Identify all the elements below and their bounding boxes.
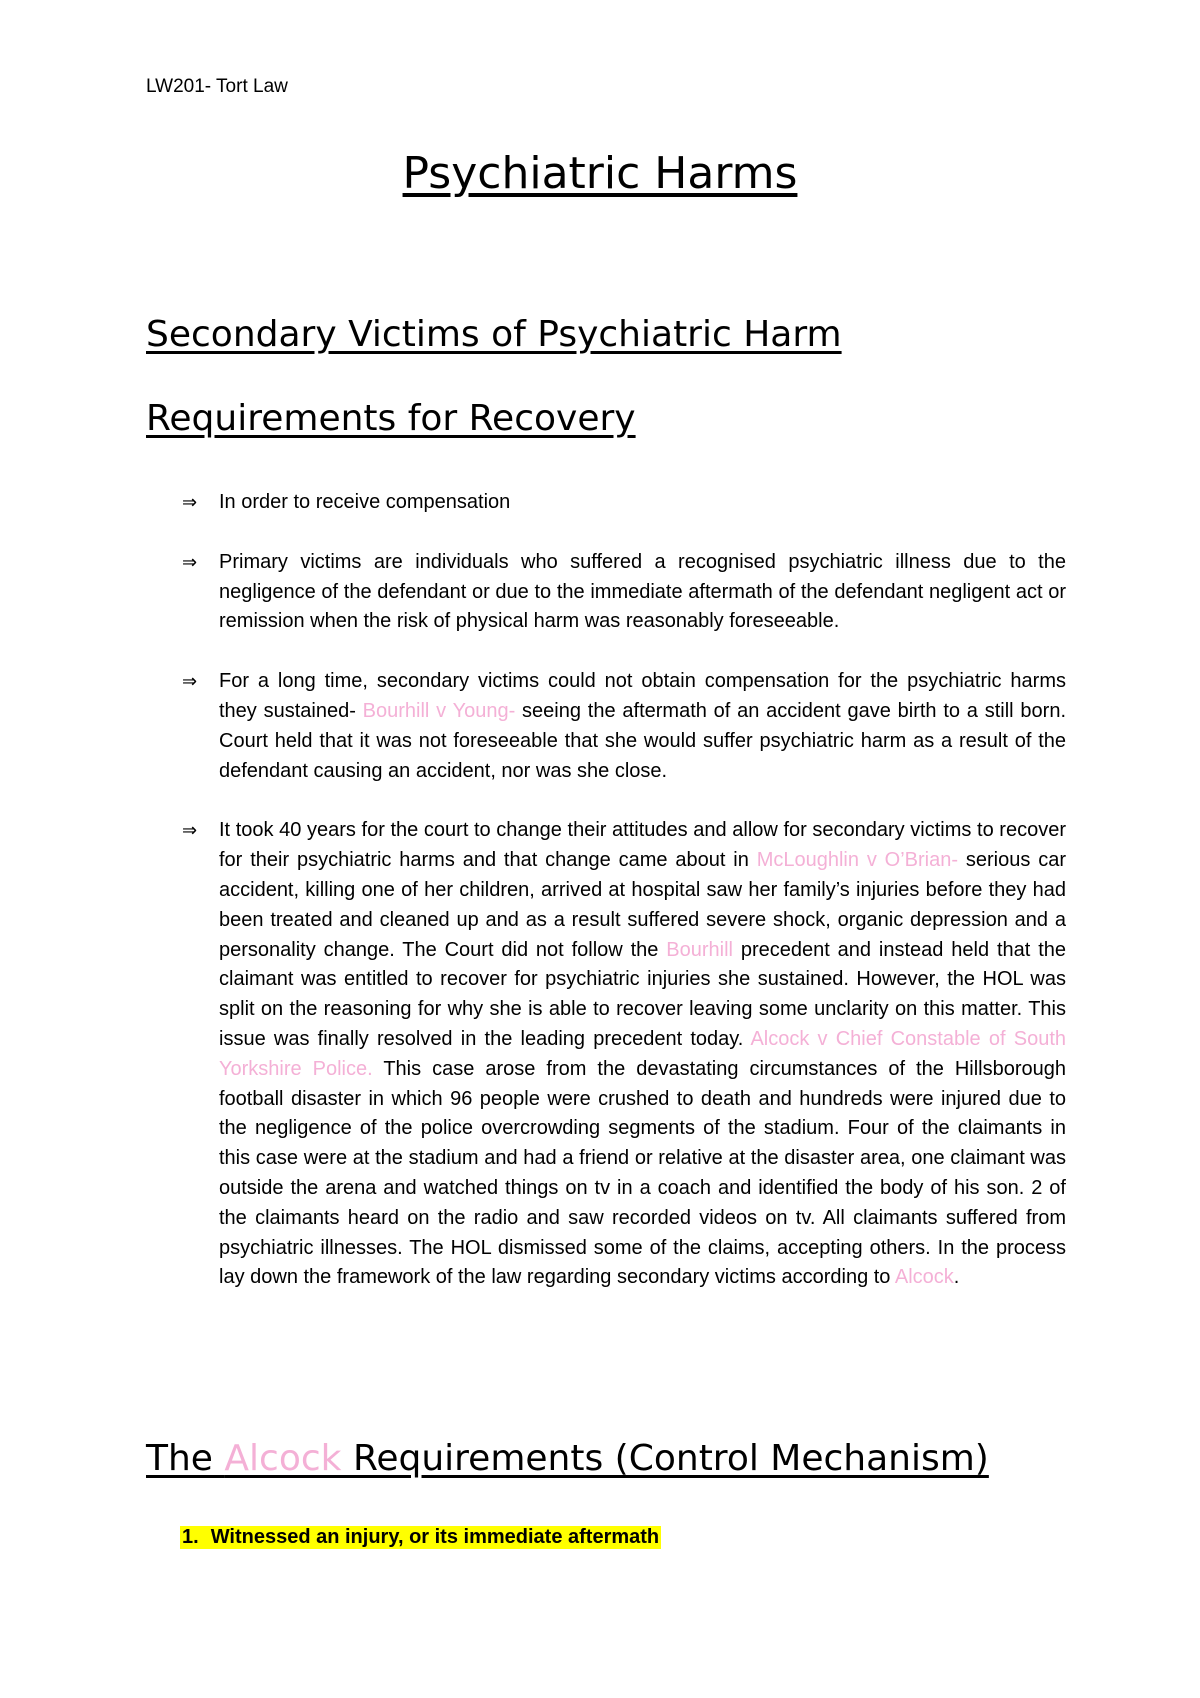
bullet-text: In order to receive compensation (219, 491, 511, 513)
case-citation: McLoughlin v O’Brian- (756, 849, 959, 872)
bullet-text: It took 40 years for the court to change their attitudes and allow for secondary victims to recover for their psychiatric harms and that change came about in (219, 819, 1066, 872)
bullet-item (146, 667, 1066, 786)
bullet-list (146, 488, 1066, 1323)
list-number: 1. (182, 1526, 199, 1548)
double-arrow-icon: ⇒ (182, 820, 198, 842)
document-header: LW201- Tort Law (146, 76, 288, 97)
case-citation: Alcock (224, 1438, 342, 1479)
section-heading-alcock-requirements (146, 1438, 989, 1479)
bullet-text: Primary victims are individuals who suffered a recognised psychiatric illness due to the negligence of the defendant or due to the immediate aftermath of the defendant negligent act or remission when the risk of physical harm was reasonably foreseeable. (219, 550, 1066, 633)
bullet-item (146, 548, 1066, 637)
case-citation: Alcock (894, 1266, 954, 1289)
case-citation: Bourhill (666, 938, 733, 961)
heading-text: The (146, 1438, 225, 1479)
bullet-text: precedent and instead held that the claimant was entitled to recover for psychiatric injuries she sustained. However, the HOL was split on the reasoning for why she is able to recover leaving some unclarity on this matter. This issue was finally resolved in the leading precedent today. (219, 938, 1066, 1050)
page-title: Psychiatric Harms (402, 148, 798, 199)
double-arrow-icon: ⇒ (182, 492, 198, 513)
bullet-text: For a long time, secondary victims could not obtain compensation for the psychiatric harms they sustained- (219, 670, 1066, 722)
bullet-item (146, 488, 1066, 518)
section-heading-secondary-victims: Secondary Victims of Psychiatric Harm (146, 314, 842, 355)
bullet-item (146, 816, 1066, 1293)
bullet-text: This case arose from the devastating circumstances of the Hillsborough football disaster in which 96 people were crushed to death and hundreds were injured due to the negligence of the police overcrowding segments of the stadium. Four of the claimants in this case were at the stadium and had a friend or relative at the disaster area, one claimant was outside the arena and watched things on tv in a coach and identified the body of his son. 2 of the claimants heard on the radio and saw recorded videos on tv. All claimants suffered from psychiatric illnesses. The HOL dismissed some of the claims, accepting others. In the process lay down the framework of the law regarding secondary victims according to (219, 1057, 1066, 1289)
bullet-text: serious car accident, killing one of her children, arrived at hospital saw her family’s injuries before they had been treated and cleaned up and as a result suffered severe shock, organic depression and a personality change. The Court did not follow the (219, 849, 1066, 961)
section-subheading-requirements: Requirements for Recovery (146, 398, 636, 439)
double-arrow-icon: ⇒ (182, 671, 198, 693)
bullet-text: seeing the aftermath of an accident gave birth to a still born. Court held that it was not foreseeable that she would suffer psychiatric harm as a result of the defendant causing an accident, nor was she close. (219, 699, 1066, 782)
case-citation: Bourhill v Young- (362, 699, 516, 722)
heading-text: Requirements (Control Mechanism) (341, 1438, 989, 1479)
numbered-item-text: Witnessed an injury, or its immediate aftermath (210, 1526, 660, 1548)
bullet-text: . (953, 1266, 960, 1289)
case-citation: Alcock v Chief Constable of South Yorkshire Police. (219, 1027, 1066, 1080)
double-arrow-icon: ⇒ (182, 551, 198, 573)
numbered-item-highlighted (180, 1526, 661, 1549)
